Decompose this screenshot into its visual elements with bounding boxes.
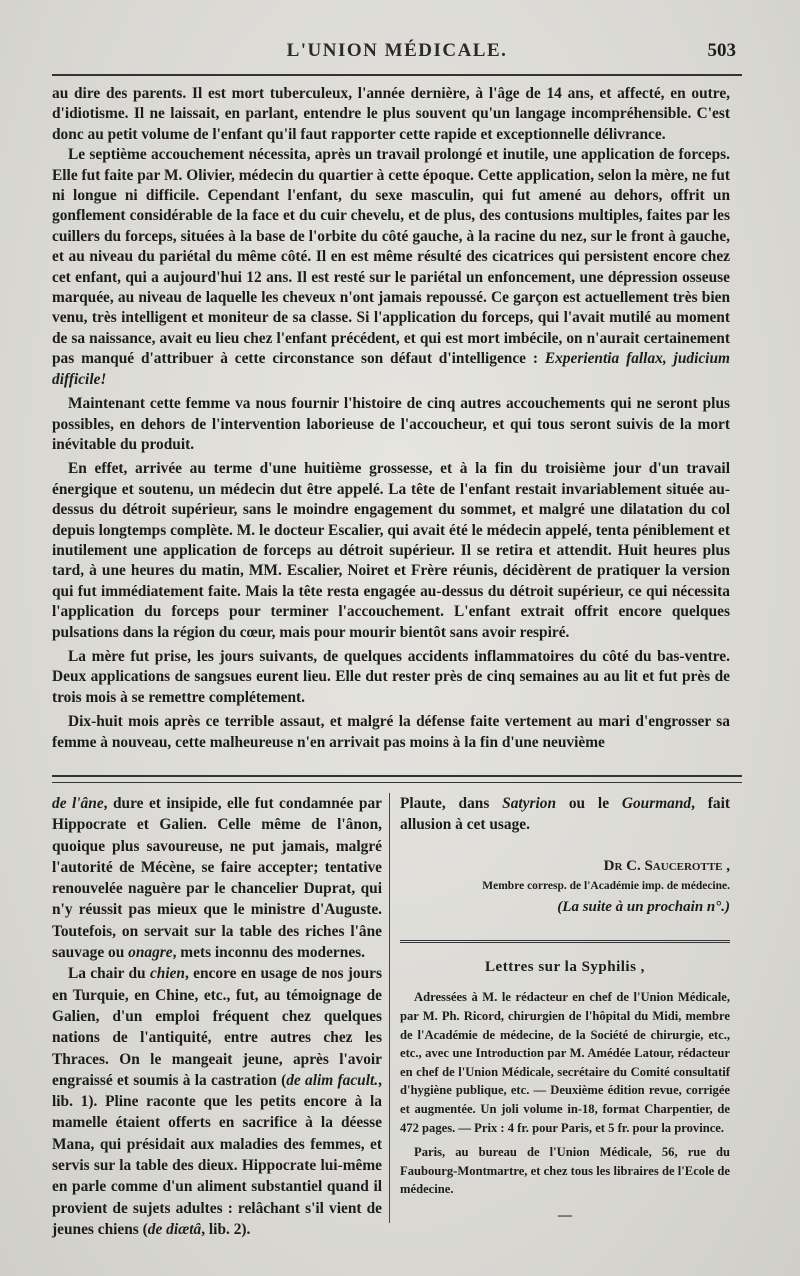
continued-note: (La suite à un prochain n°.) <box>557 898 730 915</box>
paragraph <box>52 145 730 390</box>
paragraph-text: , lib. 2). <box>201 1220 251 1238</box>
header-rule <box>52 74 742 76</box>
italic-term: chien <box>149 965 185 983</box>
author-signature: Dr C. Saucerotte , <box>603 857 730 874</box>
paragraph: La mère fut prise, les jours suivants, de quelques accidents inflammatoires du côté du bas-ventre. Deux applications de sangsues eurent lieu. Elle dut rester près de cinq semaines au au lit et fut près de trois mois à se remettre complétement. <box>52 647 730 706</box>
section-rule <box>400 940 730 945</box>
paragraph-text: La chair du <box>68 965 146 983</box>
paragraph <box>52 793 382 963</box>
italic-term: Satyrion <box>502 795 557 812</box>
feuilleton-right-column <box>400 793 730 1226</box>
feuilleton-left-column <box>52 793 382 1240</box>
page-number: 503 <box>707 40 736 61</box>
paragraph: En effet, arrivée au terme d'une huitième grossesse, et à la fin du troisième jour d'un travail énergique et soutenu, un médecin dut être appelé. La tête de l'enfant restait invariablement située au-dessus du détroit supérieur, sans le moindre engagement du sommet, et malgré une dilatation du col depuis longtemps complète. M. le docteur Escalier, qui avait été le médecin appelé, tenta péniblement et inutilement une application de forceps au détroit supérieur. Il se retira et attendit. Huit heures plus tard, à une heures du matin, MM. Escalier, Noiret et Frère réunis, décidèrent de pratiquer la version qui fut immédiatement faite. Mais la tête resta engagée au-dessus du détroit supérieur, ce qui nécessita l'application du forceps pour terminer l'accouchement. L'enfant extrait offrit encore quelques pulsations dans la région du cœur, mais pour mourir bientôt sans avoir respiré. <box>52 460 730 641</box>
author-title: Membre corresp. de l'Académie imp. de médecine. <box>482 879 730 892</box>
advert-address: Paris, au bureau de l'Union Médicale, 56, rue du Faubourg-Montmartre, et chez tous les libraires de l'Ecole de médecine. <box>400 1145 730 1197</box>
paragraph-text: Plaute, dans <box>400 795 490 812</box>
running-title: L'UNION MÉDICALE. <box>286 40 508 61</box>
paragraph: Maintenant cette femme va nous fournir l'histoire de cinq autres accouchements qui ne seront plus possibles, en dehors de l'intervention laborieuse de l'accoucheur, et qui tous seront suivis de la mort inévitable du produit. <box>52 395 730 453</box>
feuilleton-rule <box>52 775 742 783</box>
paragraph-text: Le septième accouchement nécessita, après un travail prolongé et inutile, une application de forceps. Elle fut faite par M. Olivier, médecin du quartier à cette époque. Cette application, selon la mère, ne fut ni longue ni difficile. Cependant l'enfant, du sexe masculin, qui fut amené au dehors, offrit un gonflement considérable de la face et du cuir chevelu, et de plus, des contusions multiples, faites par les cuillers du forceps, situées à la base de l'orbite du côté gauche, à la racine du nez, sur le front à gauche, et au niveau du pariétal du même côté. Il en est même résulté des cicatrices qui persistent encore chez cet enfant, qui a aujourd'hui 12 ans. Il est resté sur le pariétal un enfoncement, une dépression osseuse marquée, au niveau de laquelle les cheveux n'ont jamais repoussé. Ce garçon est actuellement très bien venu, très intelligent et moniteur de sa classe. Si l'application du forceps, qui l'avait mutilé au moment de sa naissance, avait eu lieu chez l'enfant précédent, et qui est mort imbécile, on n'aurait certainement pas manqué d'attribuer à cette circonstance son défaut d'intelligence : <box>52 146 730 368</box>
page-header <box>52 38 742 68</box>
italic-term: onagre <box>128 944 173 962</box>
column-divider <box>389 793 390 1223</box>
paragraph: au dire des parents. Il est mort tuberculeux, l'année dernière, à l'âge de 14 ans, et affecté, en outre, d'idiotisme. Il ne laissait, en parlant, entendre le plus souvent qu'un langage incompréhensible. C'est donc au petit volume de l'enfant qu'il faut rapporter cette rapide et exceptionnelle délivrance. <box>52 85 730 143</box>
paragraph-text: , mets inconnu des modernes. <box>172 944 365 962</box>
italic-term: de l'âne <box>52 795 104 812</box>
paragraph <box>52 963 382 1240</box>
latin-quote: Experientia fallax, judicium difficile! <box>52 350 730 388</box>
italic-term: de alim facult. <box>286 1071 379 1089</box>
paragraph-text: , fait allusion à cet usage. <box>400 795 730 834</box>
italic-term: Gourmand <box>621 795 692 812</box>
paragraph-text: ou le <box>568 795 610 812</box>
paragraph-text: , lib. 1). Pline raconte que les petits encore à la mamelle étaient offerts en sacrifice à la déesse Mana, qui présidait aux maladies des femmes, et servis sur la table des dieux. Hippocrate lui-même en parle comme d'un aliment substantiel quand il provient de sujets adultes : relâchant s'il vient de jeunes chiens ( <box>52 1071 382 1238</box>
main-text-block <box>52 84 730 753</box>
paragraph: Dix-huit mois après ce terrible assaut, et malgré la défense faite vertement au mari d'engrosser sa femme à nouveau, cette malheureuse n'en arrivait pas moins à la fin d'une neuvième <box>52 713 730 751</box>
advert-text: Adressées à M. le rédacteur en chef de l'Union Médicale, par M. Ph. Ricord, chirurgien de l'hôpital du Midi, membre de l'Académie de médecine, de la Société de chirurgie, etc., etc., avec une Introduction par M. Amédée Latour, rédacteur en chef de l'Union Médicale, secrétaire du Comité consultatif d'hygiène publique, etc. — Deuxième édition revue, corrigée et augmentée. Un joli volume in-18, format Charpentier, de 472 pages. — Prix : 4 fr. pour Paris, et 5 fr. pour la province. <box>400 990 730 1135</box>
paragraph-text: , encore en usage de nos jours en Turquie, en Chine, etc., fut, au témoignage de Galien, d'un emploi fréquent chez quelques nations de l'antiquité, entre autres chez les Thraces. On le mangeait jeune, après l'avoir engraissé et soumis à la castration ( <box>52 965 382 1089</box>
paragraph-text: , dure et insipide, elle fut condamnée par Hippocrate et Galien. Celle même de l'ânon, quoique plus savoureuse, ne put jamais, malgré l'autorité de Mécène, se faire accepter; tentative renouvelée naguère par le chancelier Duprat, qui n'y réussit pas mieux que le ministre d'Auguste. Toutefois, on servait sur la table des riches l'âne sauvage ou <box>52 795 382 962</box>
advert-title: Lettres sur la Syphilis , <box>485 959 645 976</box>
end-mark: — <box>558 1208 572 1224</box>
paragraph <box>400 793 730 836</box>
italic-term: de diætâ <box>147 1220 202 1238</box>
